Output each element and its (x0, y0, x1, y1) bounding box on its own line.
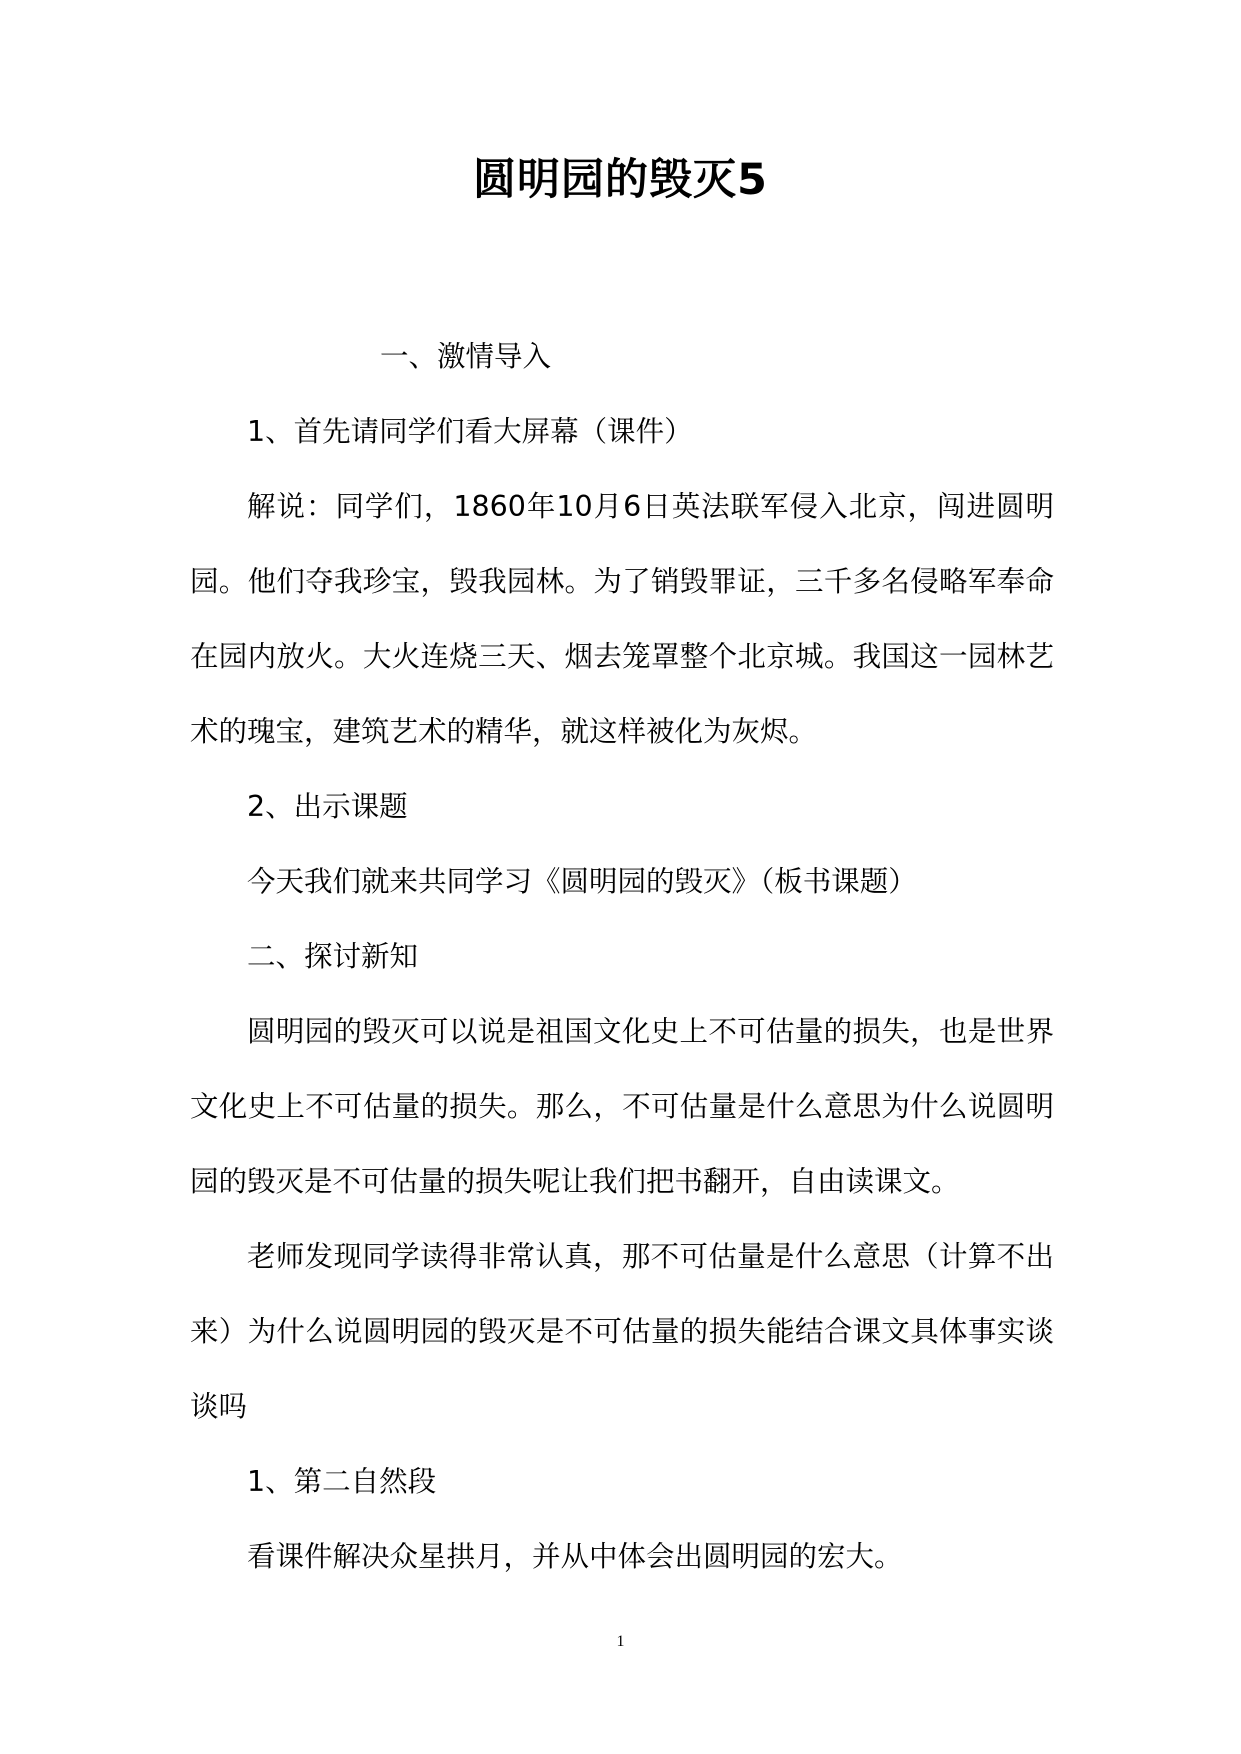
paragraph-line: 园。他们夺我珍宝，毁我园林。为了销毁罪证，三千多名侵略军奉命 (190, 565, 1054, 598)
paragraph-line: 在园内放火。大火连烧三天、烟去笼罩整个北京城。我国这一园林艺 (190, 640, 1054, 673)
paragraph-line: 看课件解决众星拱月，并从中体会出圆明园的宏大。 (247, 1540, 903, 1573)
paragraph-line: 圆明园的毁灭可以说是祖国文化史上不可估量的损失，也是世界 (247, 1015, 1054, 1048)
paragraph-line: 文化史上不可估量的损失。那么，不可估量是什么意思为什么说圆明 (190, 1090, 1054, 1123)
paragraph-line: 解说：同学们，1860年10月6日英法联军侵入北京，闯进圆明 (247, 490, 1054, 523)
paragraph-line: 来）为什么说圆明园的毁灭是不可估量的损失能结合课文具体事实谈 (190, 1315, 1054, 1348)
paragraph-line: 今天我们就来共同学习《圆明园的毁灭》（板书课题） (247, 865, 917, 898)
document-title: 圆明园的毁灭5 (473, 155, 768, 205)
page-number: 1 (616, 1633, 625, 1650)
paragraph-line: 园的毁灭是不可估量的损失呢让我们把书翻开，自由读课文。 (190, 1165, 960, 1198)
paragraph-line: 1、首先请同学们看大屏幕（课件） (247, 415, 693, 448)
paragraph-line: 老师发现同学读得非常认真，那不可估量是什么意思（计算不出 (247, 1240, 1054, 1273)
paragraph-line: 术的瑰宝，建筑艺术的精华，就这样被化为灰烬。 (190, 715, 818, 748)
paragraph-line: 1、第二自然段 (247, 1465, 437, 1498)
paragraph-line: 谈吗 (190, 1390, 248, 1423)
section-heading-explore: 二、探讨新知 (247, 940, 419, 973)
paragraph-line: 2、出示课题 (247, 790, 408, 823)
section-heading-intro: 一、激情导入 (380, 340, 552, 373)
